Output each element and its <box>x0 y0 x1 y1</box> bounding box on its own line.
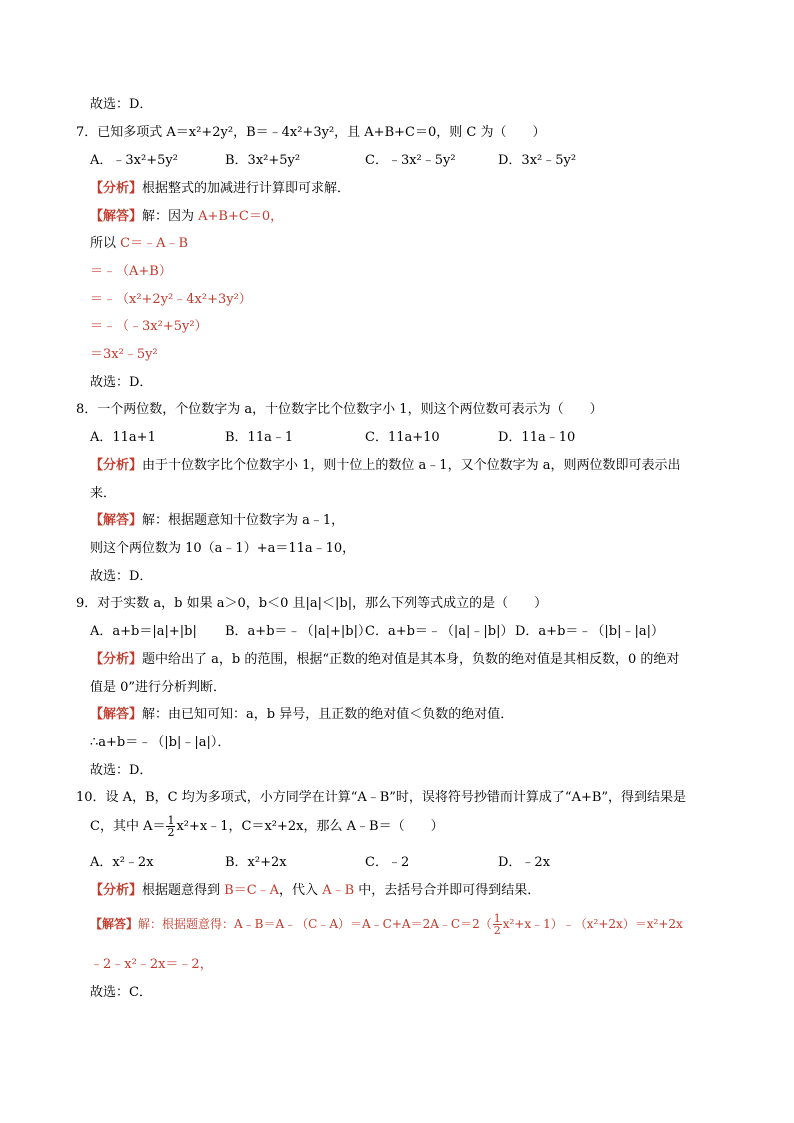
analysis-line: 来． <box>90 486 117 501</box>
answer-line: 故选：D． <box>90 763 153 778</box>
question-number: 8． <box>76 402 98 417</box>
option-c: C．﹣3x²﹣5y² <box>365 153 456 168</box>
answer-tag: 【解答】 <box>90 707 143 722</box>
analysis-text: 题中给出了 a，b 的范围，根据“正数的绝对值是其本身，负数的绝对值是其相反数，0 的绝对 <box>142 652 680 667</box>
answer-expression: 解：根据题意得：A﹣B＝A﹣（C﹣A）＝A﹣C+A＝2A﹣C＝2（ <box>138 917 492 931</box>
answer-line: ﹣2﹣x²﹣2x＝﹣2， <box>90 957 213 972</box>
answer-line <box>90 708 513 721</box>
fraction-numerator: 1 <box>493 912 501 925</box>
step-expression: C＝﹣A﹣B <box>120 236 189 251</box>
question-text: C，其中 A＝ <box>90 819 166 834</box>
answer-text: 解：由已知可知：a，b 异号，且正数的绝对值＜负数的绝对值． <box>142 707 514 722</box>
analysis-line <box>90 653 679 666</box>
answer-line: ∴a+b＝﹣（|b|﹣|a|）． <box>90 735 231 750</box>
solution-step: ＝﹣（﹣3x²+5y²） <box>90 319 208 334</box>
analysis-tag: 【分析】 <box>90 652 143 667</box>
question-7-stem <box>76 126 545 139</box>
question-9-stem <box>76 597 547 610</box>
answer-text: 解：因为 <box>142 209 199 224</box>
option-d: D．a+b＝﹣（|b|﹣|a|） <box>515 624 664 639</box>
analysis-text: 根据题意得到 <box>142 883 225 898</box>
answer-line: 故选：D． <box>90 569 153 584</box>
question-text: 对于实数 a，b 如果 a＞0，b＜0 且|a|＜|b|，那么下列等式成立的是（ ） <box>97 596 548 611</box>
option-d: D．﹣2x <box>498 855 551 870</box>
answer-expression: A+B+C＝0， <box>198 209 284 224</box>
analysis-tag: 【分析】 <box>90 181 143 196</box>
answer-tag: 【解答】 <box>90 513 143 528</box>
fraction-numerator: 1 <box>167 814 175 827</box>
question-number: 10． <box>76 790 106 805</box>
analysis-text: 根据整式的加减进行计算即可求解． <box>142 181 351 196</box>
solution-step <box>90 237 188 250</box>
question-text: 设 A，B，C 均为多项式，小方同学在计算“A﹣B”时，误将符号抄错而计算成了“A+B”，得到结果是 <box>105 790 687 805</box>
fraction <box>166 815 175 838</box>
question-number: 9． <box>76 596 98 611</box>
option-c: C．﹣2 <box>365 855 410 870</box>
question-number: 7． <box>76 125 98 140</box>
answer-line <box>90 514 344 527</box>
option-a: A．﹣3x²+5y² <box>90 153 178 168</box>
question-10-stem-continued <box>90 815 444 838</box>
analysis-expression: B＝C﹣A <box>224 883 280 898</box>
step-prefix: 所以 <box>90 236 121 251</box>
option-a: A．11a+1 <box>90 430 156 445</box>
analysis-line <box>90 182 350 195</box>
answer-line: 故选：C． <box>90 985 152 1000</box>
answer-line <box>90 913 683 936</box>
option-c: C．11a+10 <box>365 430 440 445</box>
question-8-stem <box>76 403 603 416</box>
solution-step: ＝﹣（A+B） <box>90 264 172 279</box>
option-a: A．x²﹣2x <box>90 855 154 870</box>
option-c: C．a+b＝﹣（|a|﹣|b|） <box>365 624 514 639</box>
analysis-text: 中，去括号合并即可得到结果． <box>354 883 541 898</box>
fraction <box>493 913 502 936</box>
answer-line: 故选：D． <box>90 375 153 390</box>
question-text: 一个两位数，个位数字为 a，十位数字比个位数字小 1，则这个两位数可表示为（ ） <box>97 402 603 417</box>
question-10-stem <box>76 791 686 804</box>
option-b: B．a+b＝﹣（|a|+|b|） <box>225 624 372 639</box>
answer-tag: 【解答】 <box>90 209 143 224</box>
question-text: x²+x﹣1，C＝x²+2x，那么 A﹣B＝（ ） <box>176 819 444 834</box>
analysis-line: 值是 0”进行分析判断． <box>90 680 227 695</box>
analysis-line <box>90 884 540 897</box>
option-b: B．x²+2x <box>225 855 287 870</box>
analysis-line <box>90 459 680 472</box>
question-text: 已知多项式 A＝x²+2y²，B＝﹣4x²+3y²，且 A+B+C＝0，则 C 为（ ） <box>97 125 546 140</box>
answer-tag: 【解答】 <box>90 917 139 931</box>
fraction-denominator: 2 <box>167 826 175 839</box>
analysis-tag: 【分析】 <box>90 883 143 898</box>
fraction-denominator: 2 <box>493 924 501 937</box>
solution-step: ＝﹣（x²+2y²﹣4x²+3y²） <box>90 292 252 307</box>
option-b: B．3x²+5y² <box>225 153 301 168</box>
analysis-text: ，代入 <box>279 883 323 898</box>
analysis-expression: A﹣B <box>322 883 355 898</box>
analysis-tag: 【分析】 <box>90 458 143 473</box>
analysis-text: 由于十位数字比个位数字小 1，则十位上的数位 a﹣1，又个位数字为 a，则两位数即可表示出 <box>142 458 681 473</box>
answer-text: 解：根据题意知十位数字为 a﹣1， <box>142 513 345 528</box>
answer-expression: x²+x﹣1）﹣（x²+2x）＝x²+2x <box>502 917 683 931</box>
solution-step: ＝3x²﹣5y² <box>90 347 158 362</box>
answer-line: 故选：D． <box>90 97 153 112</box>
answer-line: 则这个两位数为 10（a﹣1）+a＝11a﹣10， <box>90 541 356 556</box>
option-d: D．11a﹣10 <box>498 430 576 445</box>
option-b: B．11a﹣1 <box>225 430 294 445</box>
option-d: D．3x²﹣5y² <box>498 153 577 168</box>
option-a: A．a+b＝|a|+|b| <box>90 624 197 639</box>
answer-line <box>90 210 283 223</box>
